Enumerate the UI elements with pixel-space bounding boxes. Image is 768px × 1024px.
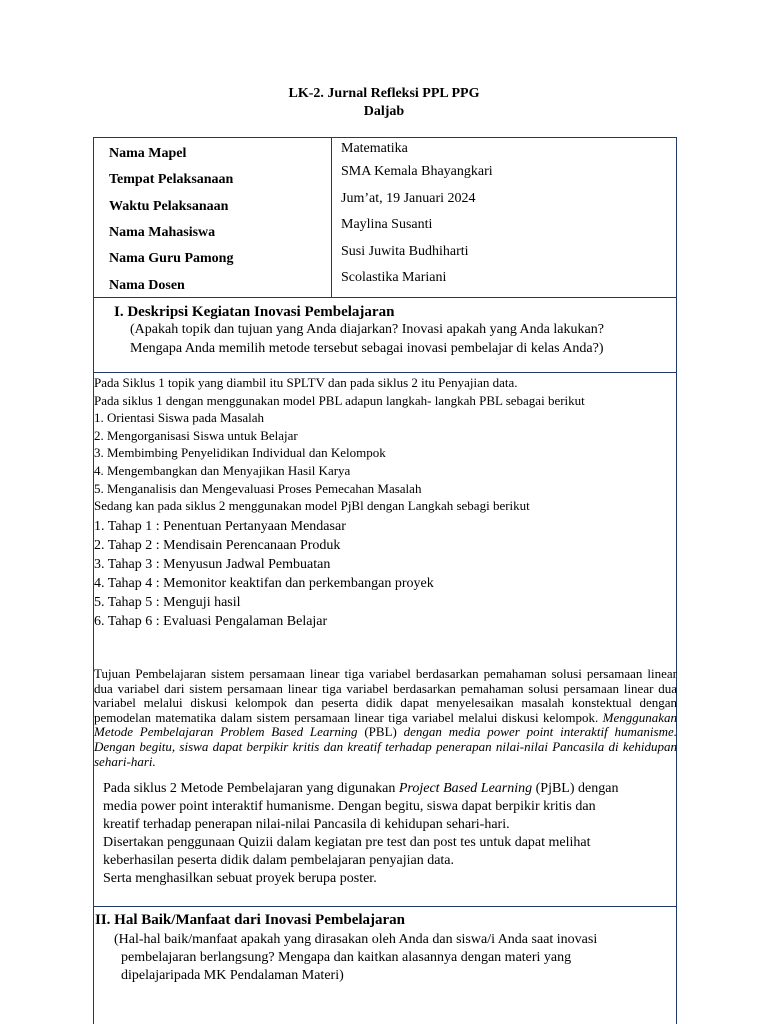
section-2-question-line: pembelajaran berlangsung? Mengapa dan kaitkan alasannya dengan materi yang <box>121 950 572 965</box>
siklus2-line: Serta menghasilkan sebuat proyek berupa poster. <box>103 871 377 886</box>
section-2-question-line: dipelajaripada MK Pendalaman Materi) <box>121 968 344 983</box>
value-tempat-pelaksanaan: SMA Kemala Bhayangkari <box>341 164 493 179</box>
pjbl-step: 4. Tahap 4 : Memonitor keaktifan dan perkembangan proyek <box>94 576 434 591</box>
tujuan-text: Tujuan Pembelajaran sistem persamaan linear tiga variabel berdasarkan pemahaman solusi persamaan linear dua variabel dari sistem persamaan linear tiga variabel berdasarkan pemahaman solusi persamaan linear dua variabel melalui diskusi kelompok dan peserta didik dapat menyelesaikan masalah konstektual dengan pemodelan matematika dalam sistem persamaan linear tiga variabel melalui diskusi kelompok. <box>94 666 677 725</box>
siklus2-line: media power point interaktif humanisme. Dengan begitu, siswa dapat berpikir kritis dan <box>103 799 596 814</box>
value-nama-guru-pamong: Susi Juwita Budhiharti <box>341 244 469 259</box>
label-nama-mahasiswa: Nama Mahasiswa <box>109 225 216 240</box>
value-nama-mahasiswa: Maylina Susanti <box>341 217 433 232</box>
section-1-question-line: (Apakah topik dan tujuan yang Anda diajarkan? Inovasi apakah yang Anda lakukan? <box>130 322 604 337</box>
value-nama-dosen: Scolastika Mariani <box>341 270 447 285</box>
pbl-step: 2. Mengorganisasi Siswa untuk Belajar <box>94 428 298 443</box>
table-column-divider <box>331 137 332 297</box>
pjbl-step: 1. Tahap 1 : Penentuan Pertanyaan Mendasar <box>94 519 346 534</box>
siklus2-line: kreatif terhadap penerapan nilai-nilai Pancasila di kehidupan sehari-hari. <box>103 817 510 832</box>
table-row-divider <box>93 906 677 907</box>
label-nama-dosen: Nama Dosen <box>109 278 185 293</box>
siklus2-text: (PjBL) dengan <box>532 781 619 796</box>
siklus2-line: keberhasilan peserta didik dalam pembelajaran penyajian data. <box>103 853 455 868</box>
pjbl-intro: Sedang kan pada siklus 2 menggunakan model PjBl dengan Langkah sebagi berikut <box>94 498 530 513</box>
section-2-heading: II. Hal Baik/Manfaat dari Inovasi Pembelajaran <box>95 912 406 928</box>
pbl-step: 4. Mengembangkan dan Menyajikan Hasil Karya <box>94 463 351 478</box>
document-subtitle: Daljab <box>363 104 405 119</box>
table-row-divider <box>93 372 677 373</box>
tujuan-media-italic: dengan media power point interaktif humanisme. Dengan begitu, siswa dapat berpikir kritis dan kreatif terhadap penerapan nilai-nilai Pancasila di kehidupan sehari-hari. <box>94 724 678 769</box>
pjbl-step: 6. Tahap 6 : Evaluasi Pengalaman Belajar <box>94 614 328 629</box>
label-nama-guru-pamong: Nama Guru Pamong <box>109 251 234 266</box>
label-tempat-pelaksanaan: Tempat Pelaksanaan <box>109 172 234 187</box>
intro-line: Pada siklus 1 dengan menggunakan model PBL adapun langkah- langkah PBL sebagai berikut <box>94 393 585 408</box>
label-waktu-pelaksanaan: Waktu Pelaksanaan <box>109 199 229 214</box>
tujuan-pbl-abbr: (PBL) <box>357 724 404 740</box>
tujuan-method-italic: Menggunakan Metode Pembelajaran Problem Based Learning <box>94 709 678 740</box>
intro-line: Pada Siklus 1 topik yang diambil itu SPLTV dan pada siklus 2 itu Penyajian data. <box>94 375 518 390</box>
siklus2-text: Pada siklus 2 Metode Pembelajaran yang digunakan <box>103 781 399 796</box>
pbl-step: 5. Menganalisis dan Mengevaluasi Proses Pemecahan Masalah <box>94 481 422 496</box>
section-2-question-line: (Hal-hal baik/manfaat apakah yang dirasakan oleh Anda dan siswa/i Anda saat inovasi <box>114 932 598 947</box>
siklus2-italic: Project Based Learning <box>398 781 533 796</box>
pbl-step: 1. Orientasi Siswa pada Masalah <box>94 410 265 425</box>
section-1-heading: I. Deskripsi Kegiatan Inovasi Pembelajaran <box>114 304 395 320</box>
pjbl-step: 5. Tahap 5 : Menguji hasil <box>94 595 241 610</box>
document-title: LK-2. Jurnal Refleksi PPL PPG <box>288 86 480 101</box>
siklus2-line: Disertakan penggunaan Quizii dalam kegiatan pre test dan post tes untuk dapat melihat <box>103 835 591 850</box>
section-1-question-line: Mengapa Anda memilih metode tersebut sebagai inovasi pembelajar di kelas Anda?) <box>130 341 604 356</box>
value-waktu-pelaksanaan: Jum’at, 19 Januari 2024 <box>341 191 476 206</box>
label-nama-mapel: Nama Mapel <box>109 146 187 161</box>
pbl-step: 3. Membimbing Penyelidikan Individual dan Kelompok <box>94 445 386 460</box>
siklus2-line <box>103 780 618 798</box>
value-nama-mapel: Matematika <box>341 141 408 156</box>
pjbl-step: 3. Tahap 3 : Menyusun Jadwal Pembuatan <box>94 557 331 572</box>
table-row-divider <box>93 297 677 298</box>
tujuan-paragraph <box>94 667 677 769</box>
pjbl-step: 2. Tahap 2 : Mendisain Perencanaan Produk <box>94 538 341 553</box>
